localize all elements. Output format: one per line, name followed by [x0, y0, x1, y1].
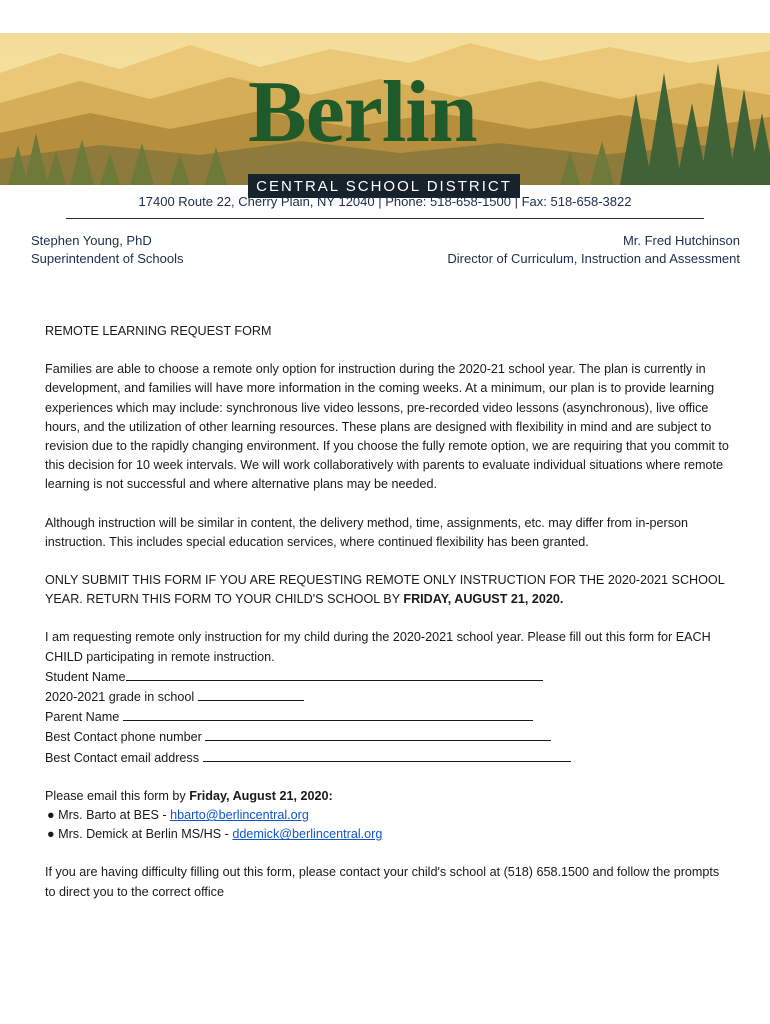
- email-field[interactable]: [45, 748, 730, 768]
- contact-item-demick: [45, 825, 730, 844]
- grade-blank[interactable]: [198, 687, 304, 701]
- student-name-label: Student Name: [45, 669, 126, 684]
- grade-field[interactable]: [45, 687, 730, 707]
- barto-email-link[interactable]: hbarto@berlincentral.org: [170, 808, 309, 823]
- form-body: [45, 322, 730, 921]
- contact-label: ● Mrs. Demick at Berlin MS/HS -: [47, 827, 233, 842]
- superintendent-title: Superintendent of Schools: [31, 251, 184, 266]
- parent-name-field[interactable]: [45, 707, 730, 727]
- email-label: Best Contact email address: [45, 750, 199, 765]
- demick-email-link[interactable]: ddemick@berlincentral.org: [232, 827, 383, 842]
- district-logo-subtitle: CENTRAL SCHOOL DISTRICT: [248, 174, 520, 198]
- phone-field[interactable]: [45, 727, 730, 747]
- email-intro: Please email this form by: [45, 788, 190, 803]
- closing-paragraph: If you are having difficulty filling out this form, please contact your child's school at (518) 658.1500 and follow the prompts to direct you to the correct office: [45, 865, 720, 899]
- grade-label: 2020-2021 grade in school: [45, 690, 195, 705]
- instruction-paragraph: Although instruction will be similar in content, the delivery method, time, assignments, etc. may differ from in-person instruction. This includes special education services, where continued flexibility has been granted.: [45, 515, 689, 549]
- district-address: 17400 Route 22, Cherry Plain, NY 12040 | Phone: 518-658-1500 | Fax: 518-658-3822: [138, 194, 632, 209]
- contact-label: ● Mrs. Barto at BES -: [47, 808, 171, 823]
- request-text: I am requesting remote only instruction for my child during the 2020-2021 school year. Please fill out this form for EACH CHILD participating in remote instruction.: [45, 630, 711, 664]
- header-divider: [66, 218, 704, 219]
- form-title: REMOTE LEARNING REQUEST FORM: [45, 324, 272, 338]
- phone-blank[interactable]: [205, 727, 551, 741]
- parent-name-label: Parent Name: [45, 710, 120, 725]
- email-deadline: Friday, August 21, 2020:: [189, 788, 333, 803]
- letterhead-banner: [0, 33, 770, 195]
- director-block: [447, 232, 740, 268]
- email-intro-line: [45, 787, 730, 806]
- email-instructions: [45, 787, 730, 845]
- intro-paragraph: Families are able to choose a remote only option for instruction during the 2020-21 school year. The plan is currently in development, and families will have more information in the coming weeks. At a minimum, our plan is to provide learning experiences which may include: synchronous live video lessons, pre-recorded video lessons (asynchronous), live office hours, and the utilization of other learning resources. These plans are designed with flexibility in mind and are subject to revision due to the rapidly changing environment. If you choose the fully remote option, we are requiring that you commit to this decision for 10 week intervals. We will work collaboratively with parents to evaluate individual situations where remote learning is not successful and where alternative plans may be needed.: [45, 362, 729, 492]
- contact-item-barto: [45, 806, 730, 825]
- student-name-blank[interactable]: [126, 667, 543, 681]
- submission-notice: [45, 571, 730, 609]
- email-blank[interactable]: [203, 748, 571, 762]
- superintendent-name: Stephen Young, PhD: [31, 233, 152, 248]
- phone-label: Best Contact phone number: [45, 730, 202, 745]
- notice-deadline: FRIDAY, AUGUST 21, 2020.: [403, 592, 564, 607]
- request-section: [45, 628, 730, 767]
- notice-text: ONLY SUBMIT THIS FORM IF YOU ARE REQUESTING REMOTE ONLY INSTRUCTION FOR THE 2020-2021 SCHOOL YEAR. RETURN THIS FORM TO YOUR CHILD'S SCHOOL BY: [45, 573, 725, 607]
- student-name-field[interactable]: [45, 667, 730, 687]
- parent-name-blank[interactable]: [123, 707, 533, 721]
- director-title: Director of Curriculum, Instruction and Assessment: [447, 251, 740, 266]
- director-name: Mr. Fred Hutchinson: [622, 233, 740, 248]
- superintendent-block: [31, 232, 184, 268]
- district-logo-wordmark: Berlin: [248, 64, 477, 161]
